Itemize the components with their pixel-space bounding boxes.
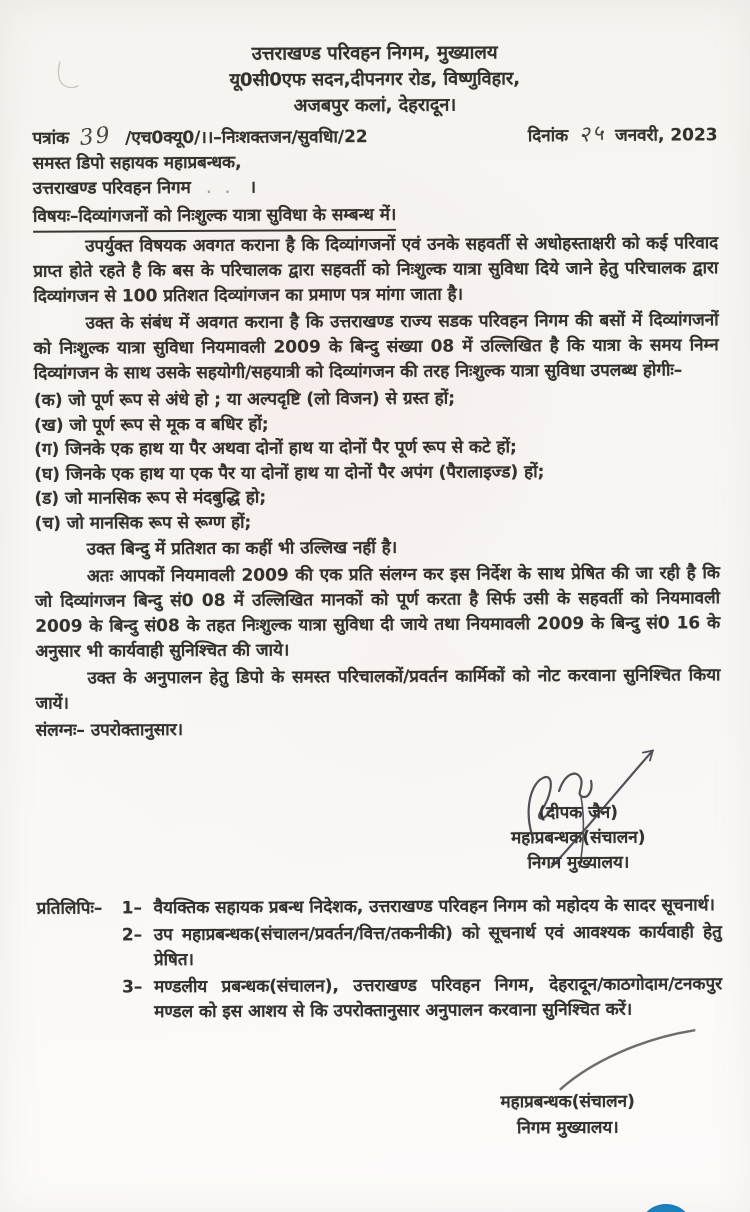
addressee — [33, 148, 718, 202]
addressee-line1: समस्त डिपो सहायक महाप्रबन्धक, — [32, 152, 242, 174]
date-label: दिनांक — [527, 125, 569, 147]
condition-item-da: (ड) जो मानसिक रूप से मंदबुद्धि हो; — [34, 487, 267, 509]
bottom-signatory-office: निगम मुख्यालय। — [516, 1117, 619, 1139]
copy-item-2 — [122, 920, 722, 973]
copies-label: प्रतिलिपिः– — [36, 898, 103, 919]
letterhead — [32, 38, 717, 121]
copy-item-number: 3– — [122, 977, 143, 998]
copy-item-1 — [122, 893, 722, 921]
signatory-office: निगम मुख्यालय। — [527, 852, 630, 874]
signature-block — [463, 800, 693, 876]
condition-item-ka: (क) जो पूर्ण रूप से अंधे हो ; या अल्पदृष्टि (लो विजन) से ग्रस्त हों; — [33, 388, 456, 411]
enclosure-line: संलग्नः– उपरोक्तानुसार। — [35, 720, 184, 741]
subject-row — [33, 198, 718, 233]
ref-label: पत्रांक — [32, 128, 70, 149]
signature-ink — [493, 738, 674, 869]
subject-line: विषयः–दिव्यांगजनों को निःशुल्क यात्रा सुविधा के सम्बन्ध में। — [33, 203, 396, 233]
bottom-signatory-designation: महाप्रबन्धक(संचालन) — [500, 1091, 635, 1113]
condition-item-cha: (च) जो मानसिक रूप से रूग्ण हों; — [34, 512, 252, 534]
paragraph-5: उक्त के अनुपालन हेतु डिपो के समस्त परिचालकों/प्रवर्तन कार्मिकों को नोट करवाना सुनिश्चित किया जायें। — [35, 665, 721, 714]
bottom-signature-ink — [552, 1024, 702, 1095]
copy-item-3 — [122, 972, 722, 1025]
org-address-line1: यू0सी0एफ सदन,दीपनगर रोड, विष्णुविहार, — [229, 68, 521, 91]
letter-content — [32, 38, 723, 1144]
paragraph-1: उपर्युक्त विषयक अवगत कराना है कि दिव्यांगजनों एवं उनके सहवर्ती से अधोहस्ताक्षरी को कई परिवाद प्राप्त होते रहते है कि बस के परिचालक द्वारा सहवर्ती को निःशुल्क यात्रा सुविधा दिये जाने हेतु परिचालक द्वारा दिव्यांगजन से 100 प्रतिशत दिव्यांगजन का प्रमाण पत्र मांगा जाता है। — [33, 233, 719, 307]
copy-item-number: 2– — [121, 925, 143, 946]
org-address-line2: अजबपुर कलां, देहरादून। — [293, 94, 457, 117]
date-day-handwritten: २५ — [576, 120, 607, 149]
addressee-line2: उत्तराखण्ड परिवहन निगम . . । — [32, 177, 257, 199]
condition-item-ga: (ग) जिनके एक हाथ या पैर अथवा दोनों हाथ या दोनों पैर पूर्ण रूप से कटे हों; — [34, 437, 517, 460]
reference-line — [33, 121, 718, 152]
floating-action-button[interactable] — [638, 1204, 694, 1212]
paragraph-2: उक्त के संबंध में अवगत कराना है कि उत्तराखण्ड राज्य सडक परिवहन निगम की बसों में दिव्यांगजनों को निःशुल्क यात्रा सुविधा नियमावली 2009 के बिन्दु संख्या 08 में उल्लिखित है कि यात्रा के समय निम्न दिव्यांगजन के साथ उसके सहयोगी/सहयात्री को दिव्यांगजन की तरह निःशुल्क यात्रा सुविधा उपलब्ध होगीः– — [33, 310, 719, 384]
paragraph-3: उक्त बिन्दु में प्रतिशत का कहीं भी उल्लिख नहीं है। — [86, 537, 398, 560]
condition-item-gha: (घ) जिनके एक हाथ या एक पैर या दोनों हाथ या दोनों पैर अपंग (पैरालाइज्ड) हों; — [34, 461, 545, 485]
ref-text: /एच0क्यू0/।।–निःशक्तजन/सुवधिा/22 — [125, 127, 368, 149]
date-group — [528, 121, 718, 149]
conditions-list — [34, 385, 720, 536]
paragraph-4: अतः आपकों नियमावली 2009 की एक प्रति संलग्न कर इस निर्देश के साथ प्रेषित की जा रही है कि जो दिव्यांगजन बिन्दु सं0 08 में उल्लिखित मानकों को पूर्ण करता है सिर्फ उसी के सहवर्ती को नियमावली 2009 के बिन्दु सं08 के तहत निःशुल्क यात्रा सुविधा दी जाये तथा नियमावली 2009 के बिन्दु सं0 16 के अनुसार भी कार्यवाही सुनिश्चित की जाये। — [34, 563, 721, 662]
signatory-designation: महाप्रबन्धक(संचालन) — [511, 827, 646, 849]
date-rest: जनवरी, 2023 — [615, 125, 718, 146]
copy-item-number: 1– — [121, 898, 143, 919]
signatory-name: (दीपक जैन) — [538, 802, 619, 824]
ref-number-handwritten: 39 — [77, 122, 113, 152]
condition-item-kha: (ख) जो पूर्ण रूप से मूक व बधिर हों; — [34, 414, 269, 436]
copy-distribution — [37, 893, 723, 1026]
copy-item-text: उप महाप्रबन्धक(संचालन/प्रवर्तन/वित्त/तकनीकी) को सूचनार्थ एवं आवश्यक कार्यवाही हेतु प्रेषित। — [153, 922, 722, 971]
org-name: उत्तराखण्ड परिवहन निगम, मुख्यालय — [251, 42, 498, 65]
bottom-signature-block — [453, 1088, 683, 1141]
copy-item-text: वैयक्तिक सहायक प्रबन्ध निदेशक, उत्तराखण्ड परिवहन निगम को महोदय के सादर सूचनार्थ। — [153, 895, 715, 919]
copy-item-text: मण्डलीय प्रबन्धक(संचालन), उत्तराखण्ड परिवहन निगम, देहरादून/काठगोदाम/टनकपुर मण्डल को इस आशय से कि उपरोक्तानुसार अनुपालन करवाना सुनिश्चित करें। — [154, 974, 723, 1023]
